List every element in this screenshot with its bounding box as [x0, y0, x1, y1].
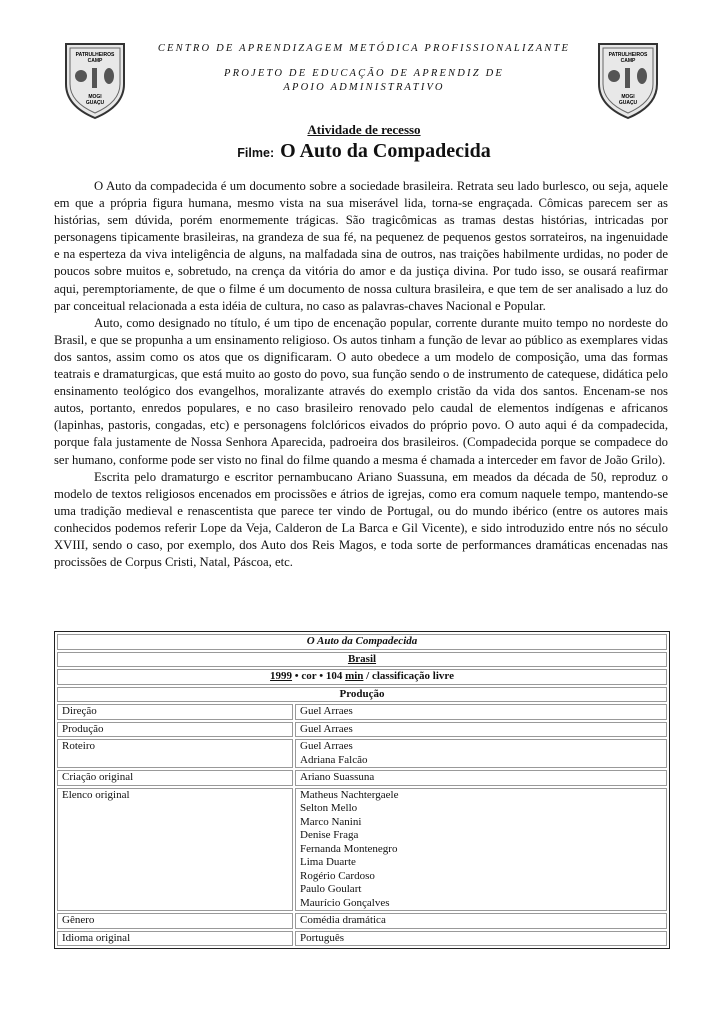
value-line: Comédia dramática: [300, 914, 386, 926]
row-label: Elenco original: [57, 788, 293, 912]
film-label: Filme:: [237, 146, 275, 160]
table-row: [57, 634, 667, 650]
logo-text: PATRULHEIROS: [75, 52, 115, 58]
table-row: [57, 669, 667, 685]
table-row: [57, 931, 667, 947]
meta-end: / classificação livre: [363, 670, 454, 682]
row-value: [295, 913, 667, 929]
table-country: Brasil: [57, 652, 667, 668]
body-text: [54, 178, 668, 571]
logo-text: GUAÇU: [85, 100, 105, 106]
value-line: Guel Arraes: [300, 740, 353, 752]
value-line: Selton Mello: [300, 802, 358, 814]
row-value: [295, 931, 667, 947]
table-row: [57, 652, 667, 668]
logo-text: MOGI: [88, 94, 102, 100]
page-subtitle: Atividade de recesso: [307, 122, 421, 137]
value-line: Adriana Falcão: [300, 753, 368, 766]
row-label: Gênero: [57, 913, 293, 929]
table-row: [57, 770, 667, 786]
row-label: Produção: [57, 722, 293, 738]
value-line: Denise Fraga: [300, 829, 359, 841]
row-value: [295, 739, 667, 768]
table-row: [57, 704, 667, 720]
paragraph: Escrita pelo dramaturgo e escritor pernambucano Ariano Suassuna, em meados da década de 50, reproduz o modelo de textos religiosos encenados em procissões e átrios de igrejas, como era comum naquele tempo, mantendo-se uma tradição medieval e renascentista que parece ter vindo de Portugal, ou do mundo ibérico (entre os autores mais conhecidos podemos referir Lope da Veja, Calderon de La Barca e Gil Vicente), e sido introduzido entre nós no século XVIII, sendo o caso, por exemplo, dos Auto dos Reis Magos, e toda sorte de performances dramáticas encenadas nas procissões de Corpus Cristi, Natal, Páscoa, etc.: [54, 469, 668, 570]
row-label: Direção: [57, 704, 293, 720]
value-line: Paulo Goulart: [300, 883, 362, 895]
value-line: Português: [300, 931, 344, 944]
row-label: Idioma original: [57, 931, 293, 947]
value-line: Fernanda Montenegro: [300, 842, 398, 855]
row-value: [295, 770, 667, 786]
table-row: [57, 788, 667, 912]
film-title: O Auto da Compadecida: [280, 140, 491, 162]
logo-text: GUAÇU: [618, 100, 638, 106]
row-label: Criação original: [57, 770, 293, 786]
row-value: [295, 722, 667, 738]
value-line: Ariano Suassuna: [300, 771, 375, 783]
row-value: [295, 788, 667, 912]
value-line: Rogério Cardoso: [300, 869, 375, 882]
value-line: Guel Arraes: [300, 722, 353, 735]
value-line: Maurício Gonçalves: [300, 896, 390, 909]
table-row: [57, 739, 667, 768]
logo-text: PATRULHEIROS: [608, 52, 648, 58]
logo-text: CAMP: [87, 58, 103, 64]
table-row: [57, 687, 667, 703]
row-label: Roteiro: [57, 739, 293, 768]
logo-text: CAMP: [620, 58, 636, 64]
value-line: Matheus Nachtergaele: [300, 788, 399, 801]
year-link[interactable]: 1999: [270, 670, 293, 682]
film-heading: [0, 140, 728, 163]
paragraph: O Auto da compadecida é um documento sobre a sociedade brasileira. Retrata seu lado burlesco, ou seja, aquele em que a própria figura humana, mesmo vista na sua miserável lida, torna-se engraçada. Cômicas parecem ser as histórias, sem dúvida, porém enormemente trágicas. São tragicômicas as tramas destas histórias, intricadas por personagens tipicamente brasileiras, na grandeza de sua fé, na pequenez de pequenos gestos sorrateiros, na ingenuidade e na esperteza da viva inteligência de alguns, na malfadada sina de outros, nas traições habilmente urdidas, no poder de poucos sobre muitos e, sobretudo, na crença da vitória do amor e da justiça divina. Por tudo isso, se ousará reafirmar aqui, peremptoriamente, de que o filme é um documento de nossa cultura brasileira, e que tem de ser analisado a luz do par conceitual relacionada a esta idéia de cultura, no caso as palavras-chaves Nacional e Popular.: [54, 179, 668, 313]
paragraph: Auto, como designado no título, é um tipo de encenação popular, corrente durante muito tempo no nordeste do Brasil, e que se propunha a um ensinamento religioso. Os autos tinham a função de levar ao público as exemplares vidas dos santos, assim como os atos que os dignificaram. O auto obedece a um modelo de composição, uma das formas teatrais e dramaturgicas, que está muito ao gosto do povo, sua função sendo o de instrumento de catequese, didática pelo ensinamento teológico dos evangelhos, moralizante através do exemplo cristão da vida dos santos. Encenam-se nos autos, portanto, enredos populares, e no caso brasileiro renovado pelo caudal de elementos indígenas e africanos (lapinhas, pastoris, congadas, etc) e personagens folclóricos eivados do próprio povo. O auto aqui é da compadecida, porque fala justamente de Nossa Senhora Aparecida, padroeira dos brasileiros. (Compadecida porque se compadece do ser humano, conforme pode ser visto no final do filme quando a mesma é chamada a interceder em favor de João Grilo).: [54, 315, 668, 467]
value-line: Lima Duarte: [300, 856, 356, 868]
meta-mid: • cor • 104: [292, 670, 346, 682]
header-line-3: APOIO ADMINISTRATIVO: [283, 82, 445, 93]
value-line: Guel Arraes: [300, 705, 353, 717]
value-line: Marco Nanini: [300, 815, 362, 828]
min-link[interactable]: min: [345, 670, 364, 682]
row-value: [295, 704, 667, 720]
table-section: Produção: [57, 687, 667, 703]
header-line-2: PROJETO DE EDUCAÇÃO DE APRENDIZ DE: [223, 68, 505, 79]
logo-text: MOGI: [621, 94, 635, 100]
table-meta: [57, 669, 667, 685]
film-info-table: [54, 631, 670, 949]
table-row: [57, 722, 667, 738]
header-line-1: CENTRO DE APRENDIZAGEM METÓDICA PROFISSIONALIZANTE: [157, 43, 571, 54]
table-row: [57, 913, 667, 929]
table-title: O Auto da Compadecida: [57, 634, 667, 650]
